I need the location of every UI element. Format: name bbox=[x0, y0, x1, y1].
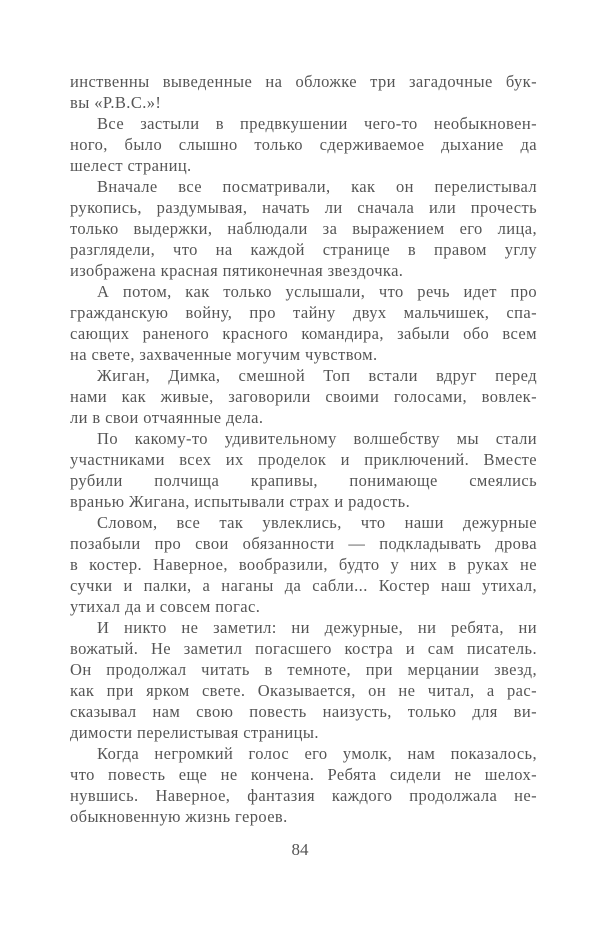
text-line: ли в свои отчаянные дела. bbox=[70, 408, 264, 427]
page-number: 84 bbox=[291, 840, 309, 859]
paragraph bbox=[70, 176, 537, 281]
text-line: нами как живые, заговорили своими голосами, вовлек- bbox=[70, 387, 537, 406]
text-line: разглядели, что на каждой странице в правом углу bbox=[70, 240, 537, 259]
text-line: позабыли про свои обязанности — подкладывать дрова bbox=[70, 534, 537, 553]
text-line: рубили полчища крапивы, понимающе смеялись bbox=[70, 471, 537, 490]
text-line: шелест страниц. bbox=[70, 156, 192, 175]
paragraph bbox=[70, 71, 537, 113]
paragraph bbox=[70, 365, 537, 428]
text-line: Словом, все так увлеклись, что наши дежурные bbox=[97, 513, 537, 532]
text-line: димости перелистывая страницы. bbox=[70, 723, 319, 742]
text-line: Когда негромкий голос его умолк, нам показалось, bbox=[97, 744, 537, 763]
text-line: Все застыли в предвкушении чего-то необыкновен- bbox=[97, 114, 537, 133]
paragraph bbox=[70, 617, 537, 743]
text-line: Вначале все посматривали, как он перелистывал bbox=[97, 177, 537, 196]
text-line: вожатый. Не заметил погасшего костра и сам писатель. bbox=[70, 639, 537, 658]
text-line: По какому-то удивительному волшебству мы стали bbox=[97, 429, 537, 448]
text-line: в костер. Наверное, вообразили, будто у них в руках не bbox=[70, 555, 537, 574]
text-line: гражданскую войну, про тайну двух мальчишек, спа- bbox=[70, 303, 537, 322]
text-line: нувшись. Наверное, фантазия каждого продолжала не- bbox=[70, 786, 537, 805]
text-line: сающих раненого красного командира, забыли обо всем bbox=[70, 324, 537, 343]
text-line: изображена красная пятиконечная звездочка. bbox=[70, 261, 404, 280]
text-line: обыкновенную жизнь героев. bbox=[70, 807, 288, 826]
text-line: что повесть еще не кончена. Ребята сидели не шелох- bbox=[70, 765, 537, 784]
text-line: рукопись, раздумывая, начать ли сначала или прочесть bbox=[70, 198, 537, 217]
page-body bbox=[70, 71, 537, 827]
paragraph bbox=[70, 113, 537, 176]
text-line: утихал да и совсем погас. bbox=[70, 597, 261, 616]
text-line: на свете, захваченные могучим чувством. bbox=[70, 345, 378, 364]
paragraph bbox=[70, 743, 537, 827]
text-line: сказывал нам свою повесть наизусть, только для ви- bbox=[70, 702, 537, 721]
paragraph bbox=[70, 281, 537, 365]
text-line: сучки и палки, а наганы да сабли... Костер наш утихал, bbox=[70, 576, 537, 595]
text-line: вранью Жигана, испытывали страх и радость. bbox=[70, 492, 411, 511]
text-line: только выдержки, наблюдали за выражением его лица, bbox=[70, 219, 537, 238]
text-line: участниками всех их проделок и приключений. Вместе bbox=[70, 450, 537, 469]
text-line: А потом, как только услышали, что речь идет про bbox=[97, 282, 537, 301]
text-line: Он продолжал читать в темноте, при мерцании звезд, bbox=[70, 660, 537, 679]
paragraph bbox=[70, 428, 537, 512]
text-line: И никто не заметил: ни дежурные, ни ребята, ни bbox=[97, 618, 537, 637]
text-line: Жиган, Димка, смешной Топ встали вдруг перед bbox=[97, 366, 537, 385]
text-line: как при ярком свете. Оказывается, он не читал, а рас- bbox=[70, 681, 537, 700]
text-line: ного, было слышно только сдерживаемое дыхание да bbox=[70, 135, 537, 154]
paragraph bbox=[70, 512, 537, 617]
text-line: инственны выведенные на обложке три загадочные бук- bbox=[70, 72, 537, 91]
text-line: вы «Р.В.С.»! bbox=[70, 93, 162, 112]
